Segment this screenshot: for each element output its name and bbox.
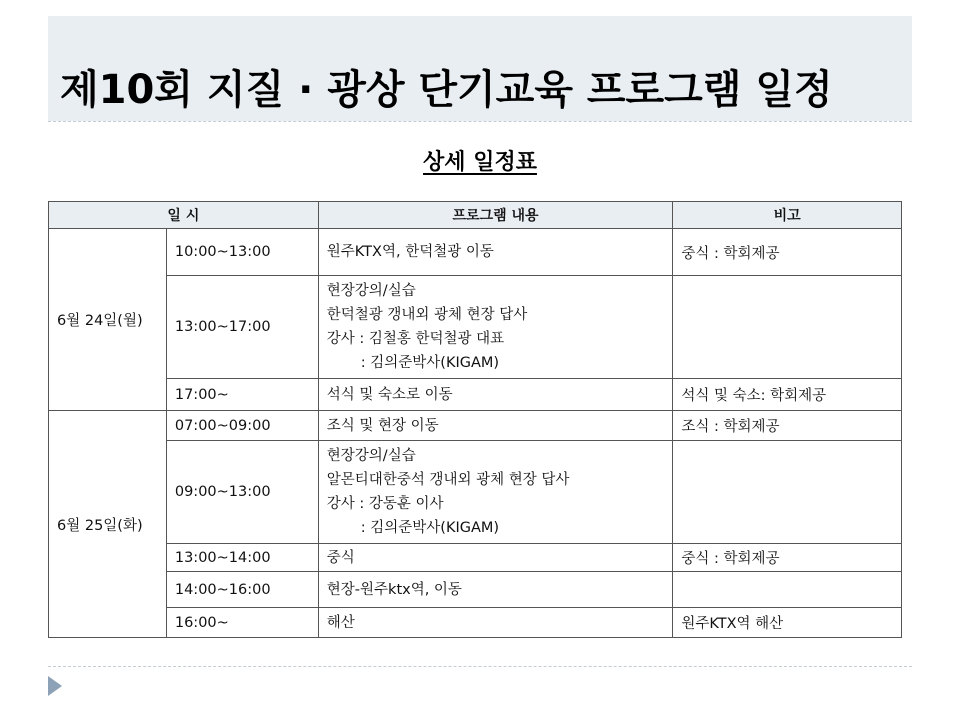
date-cell: 6월 25일(화) <box>49 411 167 638</box>
header-note: 비고 <box>673 202 902 229</box>
schedule-table <box>48 201 902 638</box>
program-cell <box>318 229 673 276</box>
date-cell: 6월 24일(월) <box>49 229 167 411</box>
program-line: : 김의준박사(KIGAM) <box>360 520 500 536</box>
table-row <box>49 229 902 276</box>
program-cell <box>318 544 673 572</box>
program-line: : 김의준박사(KIGAM) <box>360 355 500 371</box>
header-row <box>49 202 902 229</box>
time-cell: 17:00~ <box>166 379 318 411</box>
program-cell <box>318 379 673 411</box>
note-cell: 원주KTX역 해산 <box>673 608 902 638</box>
triangle-right-icon <box>48 676 62 696</box>
note-cell <box>673 441 902 544</box>
table-row <box>49 572 902 608</box>
program-cell <box>318 411 673 441</box>
program-line: 해산 <box>326 614 355 631</box>
top-divider <box>48 121 912 122</box>
program-line: 석식 및 숙소로 이동 <box>326 386 453 403</box>
note-cell: 중식 : 학회제공 <box>673 544 902 572</box>
note-cell <box>673 276 902 379</box>
bottom-divider <box>48 666 912 667</box>
subtitle-container <box>0 145 960 176</box>
program-cell <box>318 572 673 608</box>
time-cell: 10:00~13:00 <box>166 229 318 276</box>
page-title: 제10회 지질 · 광상 단기교육 프로그램 일정 <box>60 67 833 113</box>
time-cell: 13:00~14:00 <box>166 544 318 572</box>
note-cell: 중식 : 학회제공 <box>673 229 902 276</box>
table-row <box>49 411 902 441</box>
header-program: 프로그램 내용 <box>318 202 673 229</box>
table-row <box>49 379 902 411</box>
time-cell: 09:00~13:00 <box>166 441 318 544</box>
program-line: 현장강의/실습 <box>326 448 416 464</box>
table-row <box>49 544 902 572</box>
table-row <box>49 608 902 638</box>
note-cell <box>673 572 902 608</box>
subtitle: 상세 일정표 <box>423 150 537 175</box>
program-line: 알몬티대한중석 갱내외 광체 현장 답사 <box>326 472 570 488</box>
header-datetime: 일 시 <box>49 202 319 229</box>
program-cell <box>318 276 673 379</box>
time-cell: 16:00~ <box>166 608 318 638</box>
program-line: 현장-원주ktx역, 이동 <box>326 581 462 598</box>
table-row <box>49 276 902 379</box>
program-line: 원주KTX역, 한덕철광 이동 <box>326 244 494 260</box>
time-cell: 14:00~16:00 <box>166 572 318 608</box>
table-row <box>49 441 902 544</box>
program-line: 한덕철광 갱내외 광체 현장 답사 <box>326 307 528 323</box>
program-line: 중식 <box>326 549 355 566</box>
note-cell: 조식 : 학회제공 <box>673 411 902 441</box>
time-cell: 13:00~17:00 <box>166 276 318 379</box>
time-cell: 07:00~09:00 <box>166 411 318 441</box>
program-line: 현장강의/실습 <box>326 283 416 299</box>
program-cell <box>318 441 673 544</box>
program-line: 강사 : 김철홍 한덕철광 대표 <box>326 331 505 347</box>
program-line: 강사 : 강동훈 이사 <box>326 496 444 512</box>
note-cell: 석식 및 숙소: 학회제공 <box>673 379 902 411</box>
program-cell <box>318 608 673 638</box>
program-line: 조식 및 현장 이동 <box>326 417 439 434</box>
